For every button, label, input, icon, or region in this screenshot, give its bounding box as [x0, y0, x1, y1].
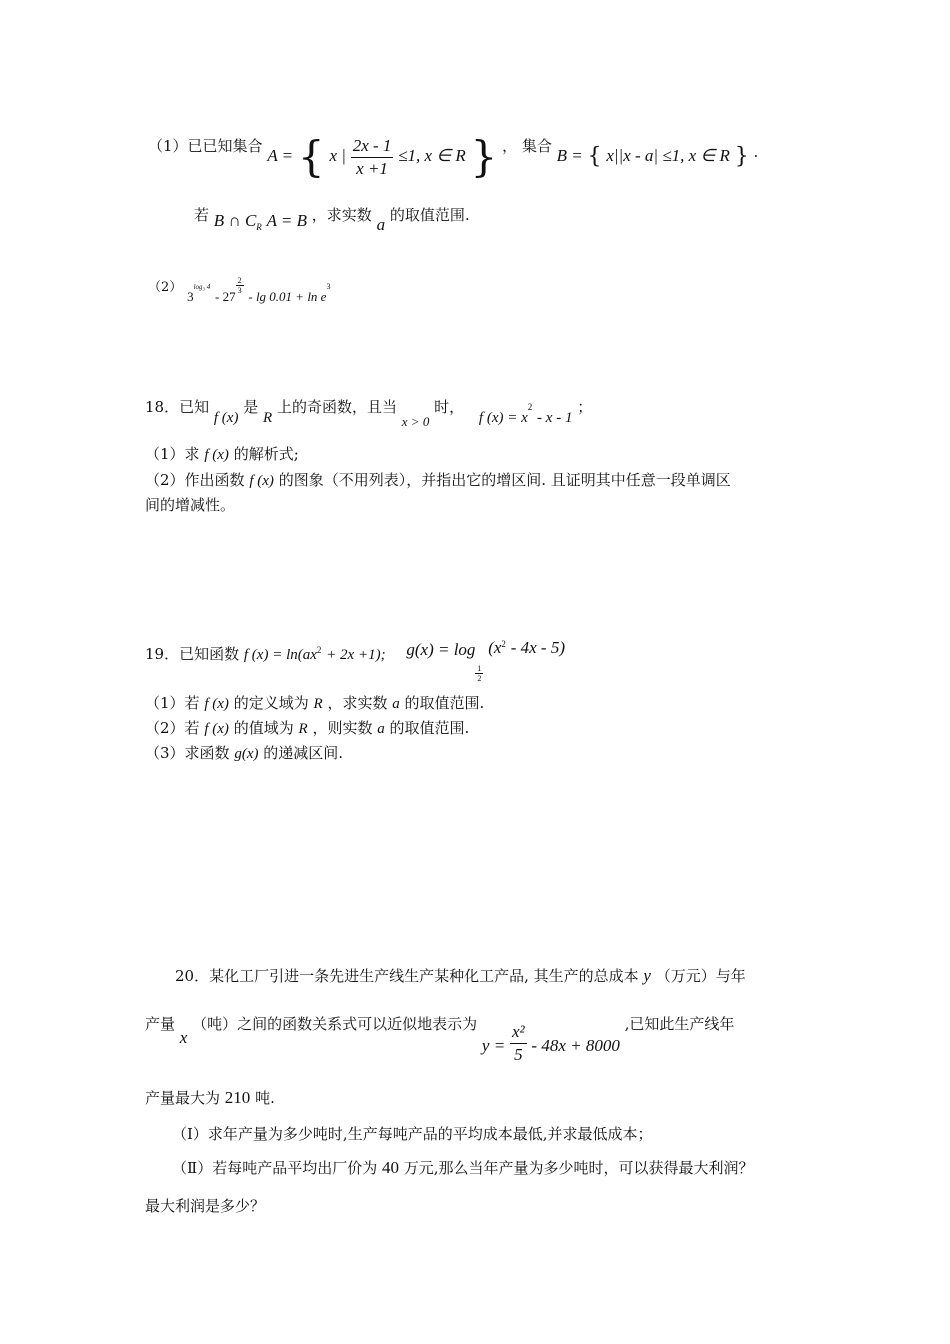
q18-mid: 上的奇函数，且当	[276, 398, 397, 416]
q17-part2	[148, 276, 331, 304]
q19-sub2-mid2: ，则实数	[312, 719, 373, 737]
q19-sub2-prefix: （2）若	[145, 719, 200, 737]
q18-intro	[145, 396, 593, 429]
q18-cond: x > 0	[401, 414, 430, 429]
q18-f: f (x)	[213, 410, 239, 426]
setA-denominator: x +1	[356, 158, 388, 178]
q20-eq-fraction	[510, 1021, 527, 1066]
p2-rest1: - 27	[214, 289, 236, 304]
q19-sub1-mid2: ，求实数	[327, 694, 388, 712]
q18-sub2-prefix: （2）作出函数	[145, 471, 245, 489]
cond-prefix: 若	[194, 206, 210, 224]
setB-body: x||x - a| ≤1, x ∈ R	[606, 146, 730, 165]
q20-line2	[145, 1010, 734, 1066]
q19-f-exp: 2	[316, 645, 322, 655]
q17-part1	[148, 128, 758, 184]
left-brace: {	[297, 132, 325, 181]
q19-sub3	[145, 742, 343, 763]
q18-sub2-line2-text: 间的增减性。	[145, 496, 236, 514]
q19-g-tail: - 4x - 5)	[510, 638, 565, 657]
cond-suffix: 的取值范围.	[389, 206, 470, 224]
q20-x: x	[179, 1028, 188, 1047]
q19-prefix: 19．已知函数	[145, 645, 240, 663]
q20-line2-mid: （吨）之间的函数关系式可以近似地表示为	[192, 1015, 478, 1033]
q19-g-def: g(x) = log	[406, 640, 476, 659]
q19-sub2-suffix: 的取值范围.	[389, 719, 470, 737]
q19-g-exp: 2	[501, 639, 506, 649]
p2-base: 3	[187, 289, 194, 304]
q18-sub2-line2	[145, 494, 235, 515]
cond-expr: B ∩ C	[213, 211, 257, 230]
q20-part2-prefix: （Ⅱ）若每吨产品平均出厂价为	[172, 1159, 378, 1177]
q18-semicolon: ；	[577, 398, 593, 416]
q19-g-arg: (x	[488, 638, 502, 657]
q19-sub3-g: g(x)	[234, 746, 259, 762]
q20-line3-prefix: 产量最大为	[145, 1089, 221, 1107]
q18-sub2-f: f (x)	[249, 473, 274, 489]
setA-var: x |	[329, 146, 346, 165]
q18-when: 时，	[434, 398, 465, 416]
p2-exp2-num: 2	[237, 276, 242, 285]
q19-g-base-den: 2	[477, 674, 482, 683]
q20-line1-text: 20．某化工厂引进一条先进生产线生产某种化工产品, 其生产的总成本	[175, 967, 639, 985]
q18-sub1-prefix: （1）求	[145, 445, 200, 463]
q17-part2-label: （2）	[148, 280, 183, 295]
q20-y: y	[643, 966, 651, 985]
setA-tail: ≤1, x ∈ R	[398, 146, 466, 165]
q20-max-val: 210	[224, 1088, 251, 1107]
q20-eq-lhs: y =	[481, 1036, 506, 1055]
cond-var: a	[376, 215, 386, 234]
q20-line2-suffix: ,已知此生产线年	[624, 1015, 735, 1033]
setB-label: 集合	[521, 137, 552, 155]
q19-g-base	[475, 664, 483, 683]
q20-line1	[175, 965, 746, 986]
cond-expr2: A = B	[266, 211, 308, 230]
q20-part2-line2	[145, 1195, 265, 1216]
q17-part1-label: （1）已已知集合	[148, 137, 263, 155]
period: ·	[753, 147, 759, 165]
q18-prefix: 18．已知	[145, 398, 210, 416]
q19-sub2-R: R	[298, 721, 308, 737]
q18-def-tail: - x - 1	[537, 410, 573, 426]
q19-f-tail: + 2x +1);	[326, 647, 386, 663]
setB-open: {	[587, 144, 602, 169]
q19-sub1-R: R	[313, 696, 323, 712]
q19-sub1-mid: 的定义域为	[233, 694, 309, 712]
q18-sub1-suffix: 的解析式;	[233, 445, 299, 463]
q19-sub1-prefix: （1）若	[145, 694, 200, 712]
p2-exp: log₃ 4	[193, 283, 211, 291]
q20-line2-prefix: 产量	[145, 1015, 176, 1033]
q20-eq-num: x²	[510, 1021, 527, 1044]
q19-sub3-suffix: 的递减区间.	[263, 744, 344, 762]
q18-is: 是	[243, 398, 259, 416]
setA-numerator: 2x - 1	[351, 135, 394, 158]
q20-line3-suffix: 吨.	[255, 1089, 275, 1107]
p2-exp2-den: 3	[237, 286, 242, 295]
q18-sub2-suffix: 的图象（不用列表），并指出它的增区间. 且证明其中任意一段单调区	[278, 471, 731, 489]
q20-part1	[172, 1123, 652, 1144]
q20-part2-suffix: 万元,那么当年产量为多少吨时，可以获得最大利润？	[403, 1159, 754, 1177]
q19-sub2	[145, 717, 469, 738]
q19-sub2-mid: 的值域为	[233, 719, 294, 737]
q18-R: R	[263, 410, 273, 426]
p2-exp2	[236, 276, 244, 295]
q19-sub1	[145, 692, 484, 713]
q19-g-base-num: 1	[477, 664, 482, 673]
right-brace: }	[470, 132, 498, 181]
setA-fraction	[351, 135, 394, 180]
q19-sub1-f: f (x)	[204, 696, 229, 712]
setB-close: }	[734, 144, 749, 169]
q18-def-exp: 2	[527, 402, 533, 412]
q20-eq-den: 5	[514, 1044, 523, 1064]
q17-condition	[194, 206, 470, 234]
q18-sub1	[145, 443, 299, 464]
p2-exp3: 3	[326, 282, 331, 291]
q19-sub3-prefix: （3）求函数	[145, 744, 230, 762]
q19-intro	[145, 638, 565, 683]
comma: ，	[502, 137, 518, 155]
setA-lhs: A =	[267, 146, 294, 165]
q20-eq-tail: - 48x + 8000	[531, 1036, 620, 1055]
q20-price: 40	[381, 1158, 399, 1177]
cond-mid: ，求实数	[311, 206, 372, 224]
q20-line3	[145, 1087, 275, 1108]
cond-sub: R	[256, 222, 262, 232]
q20-part2	[172, 1157, 754, 1178]
q19-sub2-f: f (x)	[204, 721, 229, 737]
q20-part1-text: （Ⅰ）求年产量为多少吨时,生产每吨产品的平均成本最低,并求最低成本；	[172, 1125, 653, 1143]
q20-line1-tail: （万元）与年	[655, 967, 746, 985]
q19-sub1-suffix: 的取值范围.	[404, 694, 485, 712]
q18-sub1-f: f (x)	[204, 447, 229, 463]
p2-rest2: - lg 0.01 + ln e	[248, 289, 327, 304]
setB-lhs: B =	[556, 146, 583, 165]
q19-f-def: f (x) = ln(ax	[243, 647, 317, 663]
q18-sub2	[145, 469, 731, 490]
q20-part2-line2-text: 最大利润是多少？	[145, 1197, 266, 1215]
q19-sub1-a: a	[392, 696, 400, 712]
q19-sub2-a: a	[377, 721, 385, 737]
q18-def: f (x) = x	[478, 410, 528, 426]
